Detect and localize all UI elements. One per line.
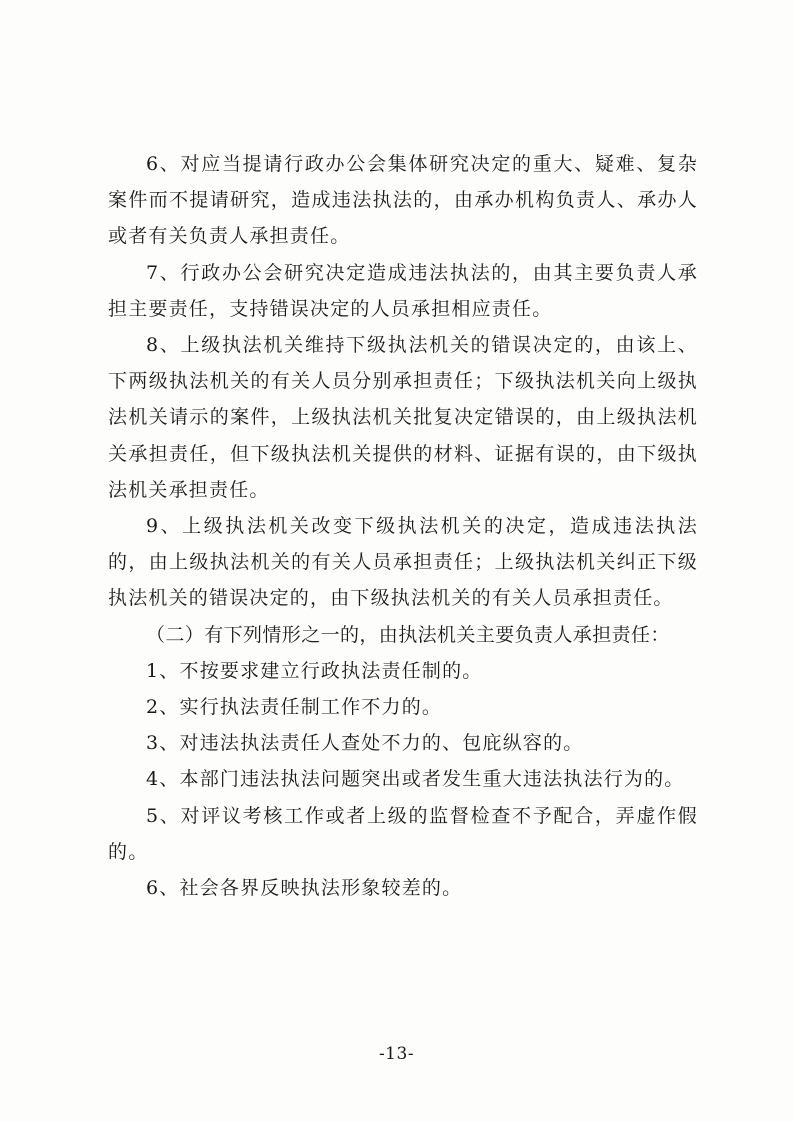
paragraph-item-9: 9、上级执法机关改变下级执法机关的决定，造成违法执法的，由上级执法机关的有关人员承担责任；上级执法机关纠正下级执法机关的错误决定的，由下级执法机关的有关人员承担责任。	[108, 515, 698, 610]
page-number: -13-	[378, 1044, 415, 1064]
list-item-5: 5、对评议考核工作或者上级的监督检查不予配合，弄虚作假的。	[108, 804, 698, 863]
list-item-1: 1、不按要求建立行政执法责任制的。	[146, 659, 483, 682]
paragraph-item-6: 6、对应当提请行政办公会集体研究决定的重大、疑难、复杂案件而不提请研究，造成违法执法的，由承办机构负责人、承办人或者有关负责人承担责任。	[108, 153, 698, 248]
list-item-4: 4、本部门违法执法问题突出或者发生重大违法执法行为的。	[146, 768, 685, 791]
section-heading-2: （二）有下列情形之一的，由执法机关主要负责人承担责任：	[146, 623, 670, 646]
document-body	[108, 146, 698, 906]
list-item-3: 3、对违法执法责任人查处不力的、包庇纵容的。	[146, 732, 584, 755]
paragraph-item-8: 8、上级执法机关维持下级执法机关的错误决定的，由该上、下两级执法机关的有关人员分别承担责任；下级执法机关向上级执法机关请示的案件，上级执法机关批复决定错误的，由上级执法机关承担责任，但下级执法机关提供的材料、证据有误的，由下级执法机关承担责任。	[108, 334, 698, 501]
paragraph-item-7: 7、行政办公会研究决定造成违法执法的，由其主要负责人承担主要责任，支持错误决定的人员承担相应责任。	[108, 261, 698, 320]
list-item-6: 6、社会各界反映执法形象较差的。	[146, 877, 463, 900]
list-item-2: 2、实行执法责任制工作不力的。	[146, 696, 443, 719]
